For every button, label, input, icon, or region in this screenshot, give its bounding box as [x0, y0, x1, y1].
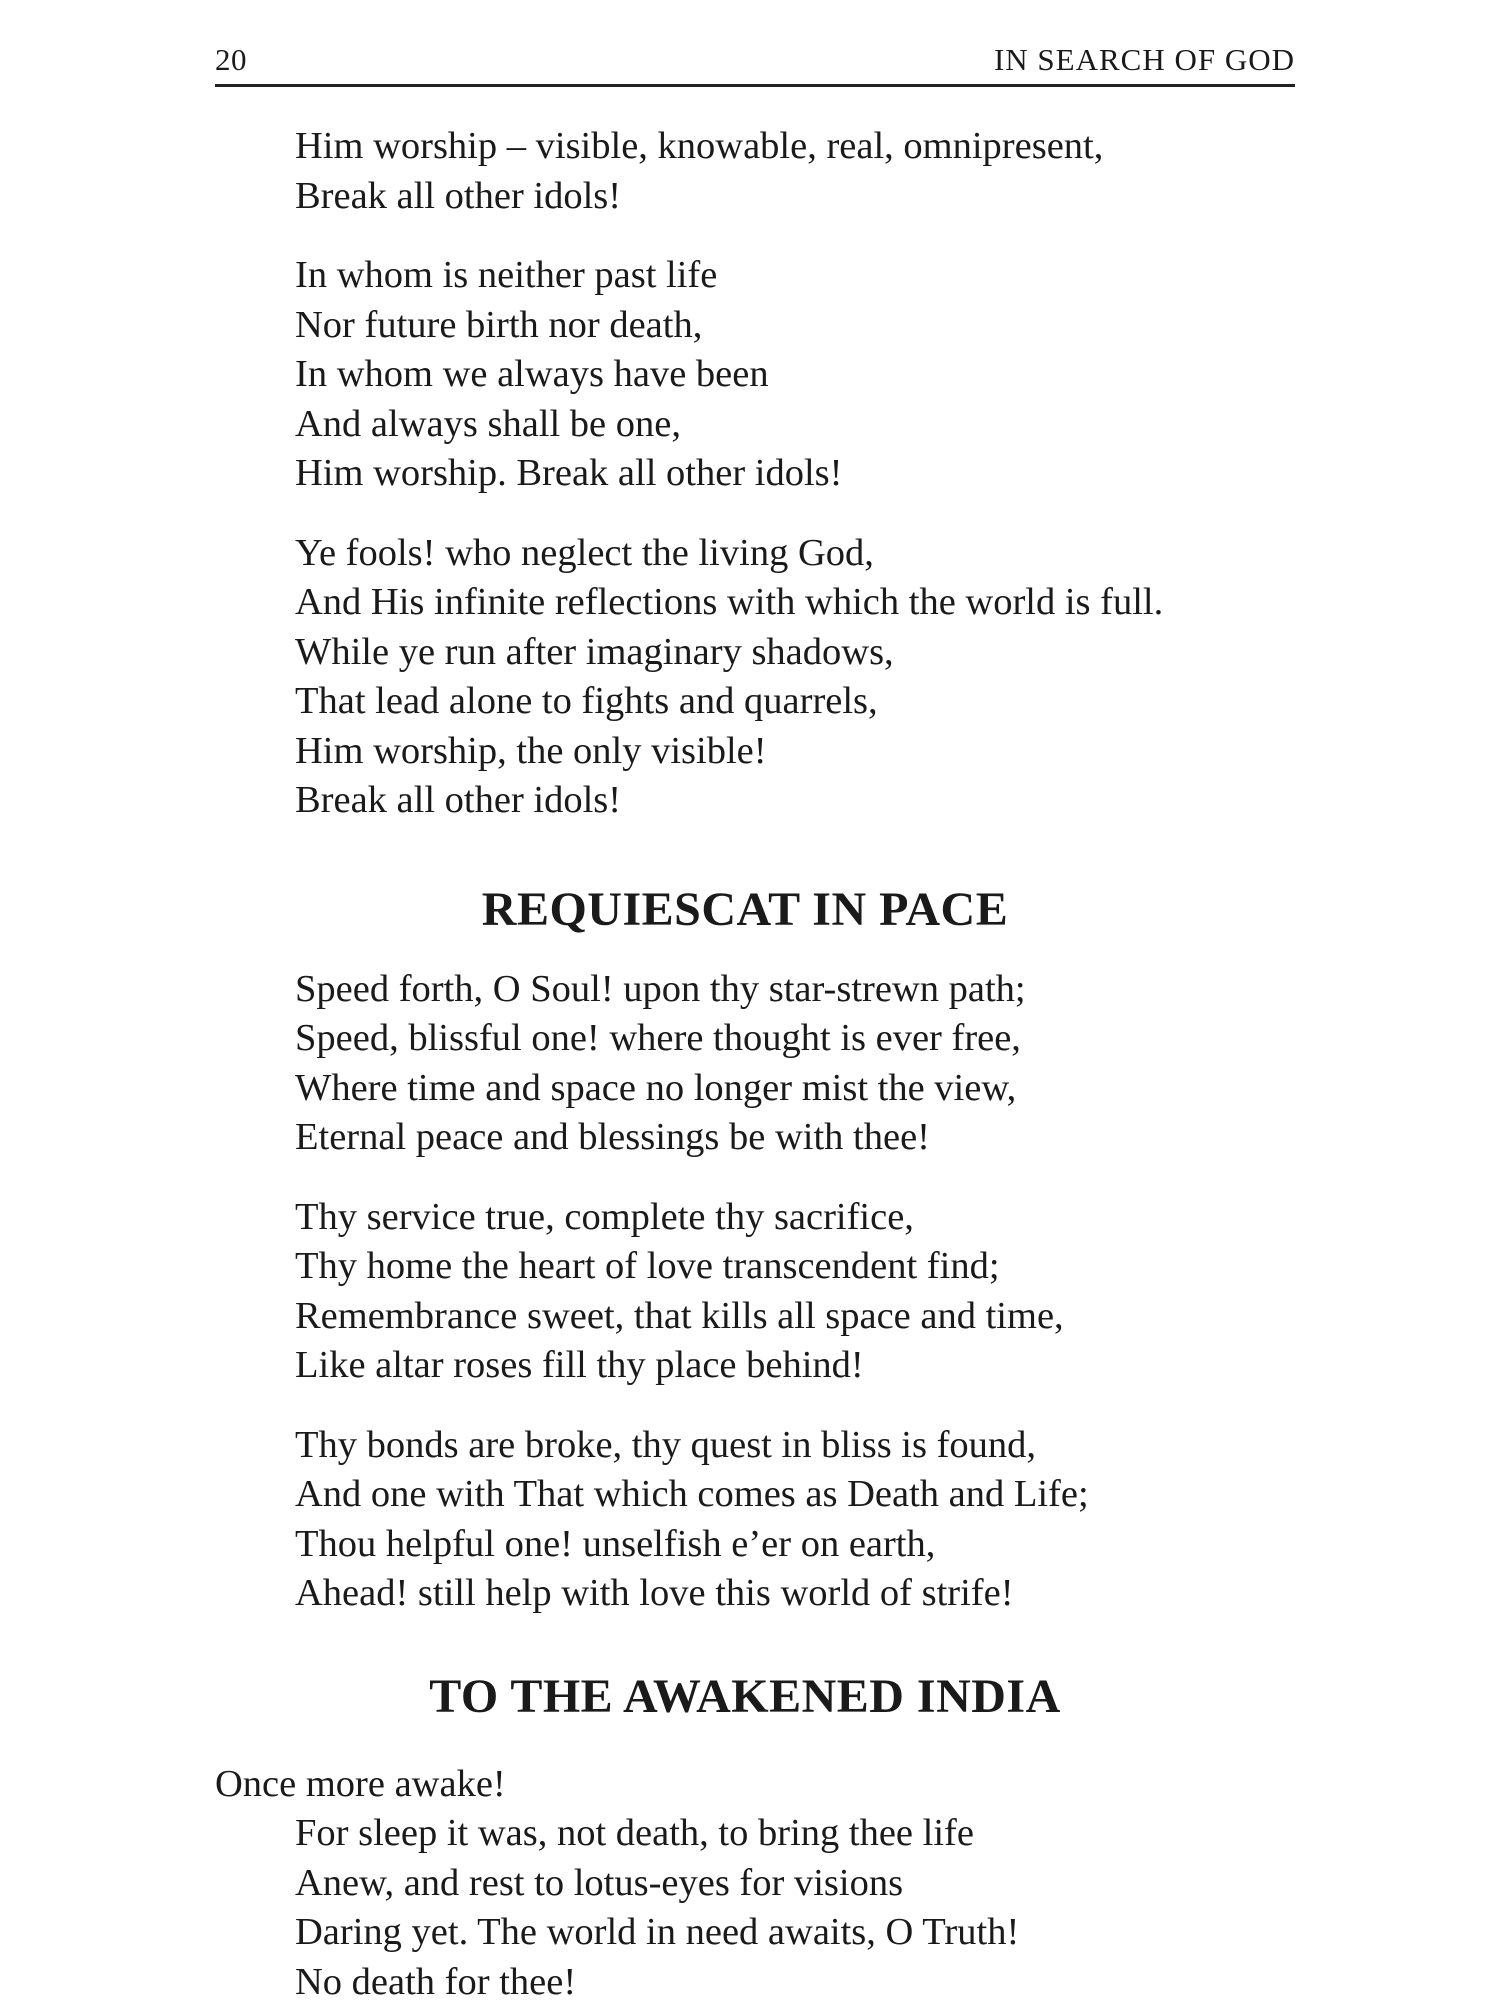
stanza	[215, 251, 1315, 499]
verse-line: And always shall be one,	[295, 402, 681, 445]
stanza	[215, 1421, 1315, 1619]
verse-line: Daring yet. The world in need awaits, O Truth!	[295, 1911, 1020, 1953]
page-header	[215, 42, 1295, 87]
page-number: 20	[215, 42, 247, 77]
verse-line: While ye run after imaginary shadows,	[295, 630, 894, 673]
running-head: IN SEARCH OF GOD	[993, 42, 1295, 77]
verse-line: Thou helpful one! unselfish e’er on earth,	[295, 1522, 936, 1565]
verse-line: That lead alone to fights and quarrels,	[295, 680, 878, 722]
verse-line: Remembrance sweet, that kills all space and time,	[295, 1294, 1064, 1337]
stanza	[215, 965, 1315, 1163]
page-content	[215, 122, 1315, 2000]
verse-line: Anew, and rest to lotus-eyes for visions	[295, 1861, 904, 1904]
verse-line: Him worship. Break all other idols!	[295, 452, 843, 494]
stanza	[215, 529, 1315, 826]
verse-line: Thy bonds are broke, thy quest in bliss is found,	[295, 1423, 1037, 1466]
verse-line: Ahead! still help with love this world of strife!	[295, 1572, 1014, 1614]
verse-line: Speed forth, O Soul! upon thy star-strewn path;	[295, 967, 1026, 1010]
verse-line: And one with That which comes as Death and Life;	[295, 1473, 1089, 1515]
verse-line: In whom we always have been	[295, 353, 769, 395]
verse-line: Thy service true, complete thy sacrifice,	[295, 1195, 914, 1238]
stanza	[215, 1809, 1315, 2000]
verse-line: Break all other idols!	[295, 779, 622, 821]
verse-line: In whom is neither past life	[295, 254, 718, 296]
verse-line: Like altar roses fill thy place behind!	[295, 1344, 864, 1386]
stanza	[215, 122, 1315, 221]
verse-line-lead: Once more awake!	[215, 1762, 506, 1805]
verse-line: Nor future birth nor death,	[295, 303, 703, 346]
verse-line: Speed, blissful one! where thought is ever free,	[295, 1017, 1021, 1059]
verse-line: Him worship – visible, knowable, real, omnipresent,	[295, 125, 1104, 167]
stanza	[215, 1193, 1315, 1391]
verse-line: Him worship, the only visible!	[295, 729, 767, 772]
verse-line: No death for thee!	[295, 1960, 577, 2000]
verse-line: And His infinite reflections with which the world is full.	[295, 581, 1164, 623]
verse-line: Ye fools! who neglect the living God,	[295, 531, 874, 574]
stanza-lead	[215, 1760, 1315, 1810]
verse-line: For sleep it was, not death, to bring thee life	[295, 1812, 974, 1854]
poem-title: REQUIESCAT IN PACE	[481, 882, 1009, 936]
poem-title: TO THE AWAKENED INDIA	[429, 1669, 1061, 1723]
verse-line: Where time and space no longer mist the view,	[295, 1066, 1017, 1109]
verse-line: Thy home the heart of love transcendent find;	[295, 1245, 1000, 1287]
verse-line: Eternal peace and blessings be with thee!	[295, 1116, 931, 1158]
verse-line: Break all other idols!	[295, 174, 622, 217]
